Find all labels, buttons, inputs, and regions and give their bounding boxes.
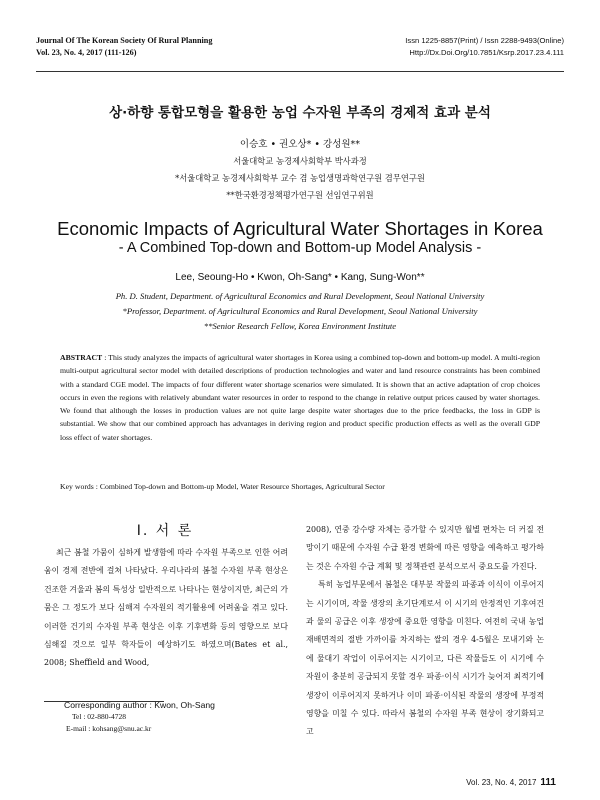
footer-issue: Vol. 23, No. 4, 2017: [466, 778, 537, 787]
header-divider: [36, 71, 564, 72]
abstract-label: ABSTRACT: [60, 353, 103, 362]
english-authors: Lee, Seoung-Ho • Kwon, Oh-Sang* • Kang, Sung-Won**: [175, 272, 425, 283]
korean-affiliation-2: *서울대학교 농경제사회학부 교수 겸 농업생명과학연구원 겸무연구원: [175, 173, 425, 183]
korean-title: 상·하향 통합모형을 활용한 농업 수자원 부족의 경제적 효과 분석: [109, 105, 491, 121]
journal-header: [36, 35, 212, 59]
korean-affiliation-1: 서울대학교 농경제사회학부 박사과정: [233, 156, 367, 166]
english-affiliation-1: Ph. D. Student, Department. of Agricultural Economics and Rural Development, Seoul National University: [115, 291, 485, 301]
journal-name: Journal Of The Korean Society Of Rural Planning: [36, 36, 213, 45]
corresponding-email[interactable]: E-mail : kohsang@snu.ac.kr: [66, 724, 152, 733]
paragraph: 특히 농업부문에서 봄철은 대부분 작물의 파종과 이식이 이루어지는 시기이며, 작물 생장의 초기단계로서 이 시기의 안정적인 기후여건과 물의 공급은 이후 생장에 중요한 영향을 미친다. 여전히 국내 농업 재배면적의 절반 가까이를 차지하는 쌀의 경우 4-5월은 모내기와 논에 물대기 작업이 이루어지는 시기이고, 다른 작물들도 이 시기에 수자원이 충분히 공급되지 못할 경우 파종·이식 시기가 늦어져 최적기에 생장이 이루어지지 못하거나 이미 파종·이식된 작물의 생장에 부정적 영향을 미칠 수 있다. 따라서 봄철의 수자원 부족 현상이 장기화되고 고: [306, 580, 544, 737]
corresponding-author: Corresponding author : Kwon, Oh-Sang: [64, 700, 215, 710]
issn-block: [405, 35, 564, 59]
body-column-right: [306, 521, 544, 742]
page-number: 111: [540, 777, 556, 788]
page-footer: [466, 777, 556, 788]
paragraph: 최근 봄철 가뭄이 심하게 발생함에 따라 수자원 부족으로 인한 어려움이 경제 전반에 걸쳐 나타났다. 우리나라의 봄철 수자원 부족 현상은 건조한 겨울과 봄의 특성상 일반적으로 나타나는 현상이지만, 최근의 가뭄은 그 정도가 보다 심해져 수자원의 적기활용에 어려움을 겪고 있다. 이러한 건기의 수자원 부족 현상은 이후 기후변화 등의 영향으로 보다 심해질 것으로 일부 학자들이 예상하기도 하였으며(Bates et al., 2008; Sheffield and Wood,: [44, 548, 288, 668]
body-column-left: [44, 544, 288, 673]
issn: Issn 1225-8857(Print) / Issn 2288-9493(Online): [405, 36, 564, 45]
paragraph: 2008), 연중 강수량 자체는 증가할 수 있지만 월별 편차는 더 커질 전망이기 때문에 수자원 수급 환경 변화에 따른 영향을 예측하고 평가하는 것은 수자원 수급 계획 및 정책관련 분석으로서 중요도를 가진다.: [306, 525, 544, 571]
volume-info: Vol. 23, No. 4, 2017 (111-126): [36, 48, 137, 57]
korean-affiliation-3: **한국환경정책평가연구원 선임연구위원: [226, 190, 374, 200]
section-title-introduction: Ⅰ. 서 론: [136, 523, 194, 539]
english-affiliation-2: *Professor, Department. of Agricultural Economics and Rural Development, Seoul National University: [122, 306, 478, 316]
korean-authors: 이승호 • 권오상* • 강성원**: [239, 139, 361, 150]
abstract: [60, 351, 540, 444]
abstract-text: : This study analyzes the impacts of agricultural water shortages in Korea using a combined top-down and bottom-up model. A multi-region multi-output agricultural sector model with detailed descriptions of production technologies and water and land resource constraints has been combined with a standard CGE model. The impacts of four different water shortage scenarios were simulated. It is shown that an active adaptation of crop choices occurs in even the regions with relatively abundant water resources in order to respond to the change in relative output prices caused by water shortages. We found that although the losses in production values are not quite large despite water shortages due to the price feedbacks, the loss in GDP is substantial. We show that our combined approach has advantages in deriving region and product specific production effects as well as the overall GDP loss effect of water shortages.: [60, 353, 540, 442]
keywords: Key words : Combined Top-down and Bottom-up Model, Water Resource Shortages, Agricultural Sector: [60, 482, 385, 491]
english-title: Economic Impacts of Agricultural Water Shortages in Korea: [57, 218, 543, 239]
corresponding-tel: Tel : 02-880-4728: [72, 712, 127, 721]
doi-link[interactable]: Http://Dx.Doi.Org/10.7851/Ksrp.2017.23.4.111: [409, 48, 564, 57]
english-affiliation-3: **Senior Research Fellow, Korea Environment Institute: [203, 321, 397, 331]
english-subtitle: - A Combined Top-down and Bottom-up Model Analysis -: [118, 240, 482, 256]
